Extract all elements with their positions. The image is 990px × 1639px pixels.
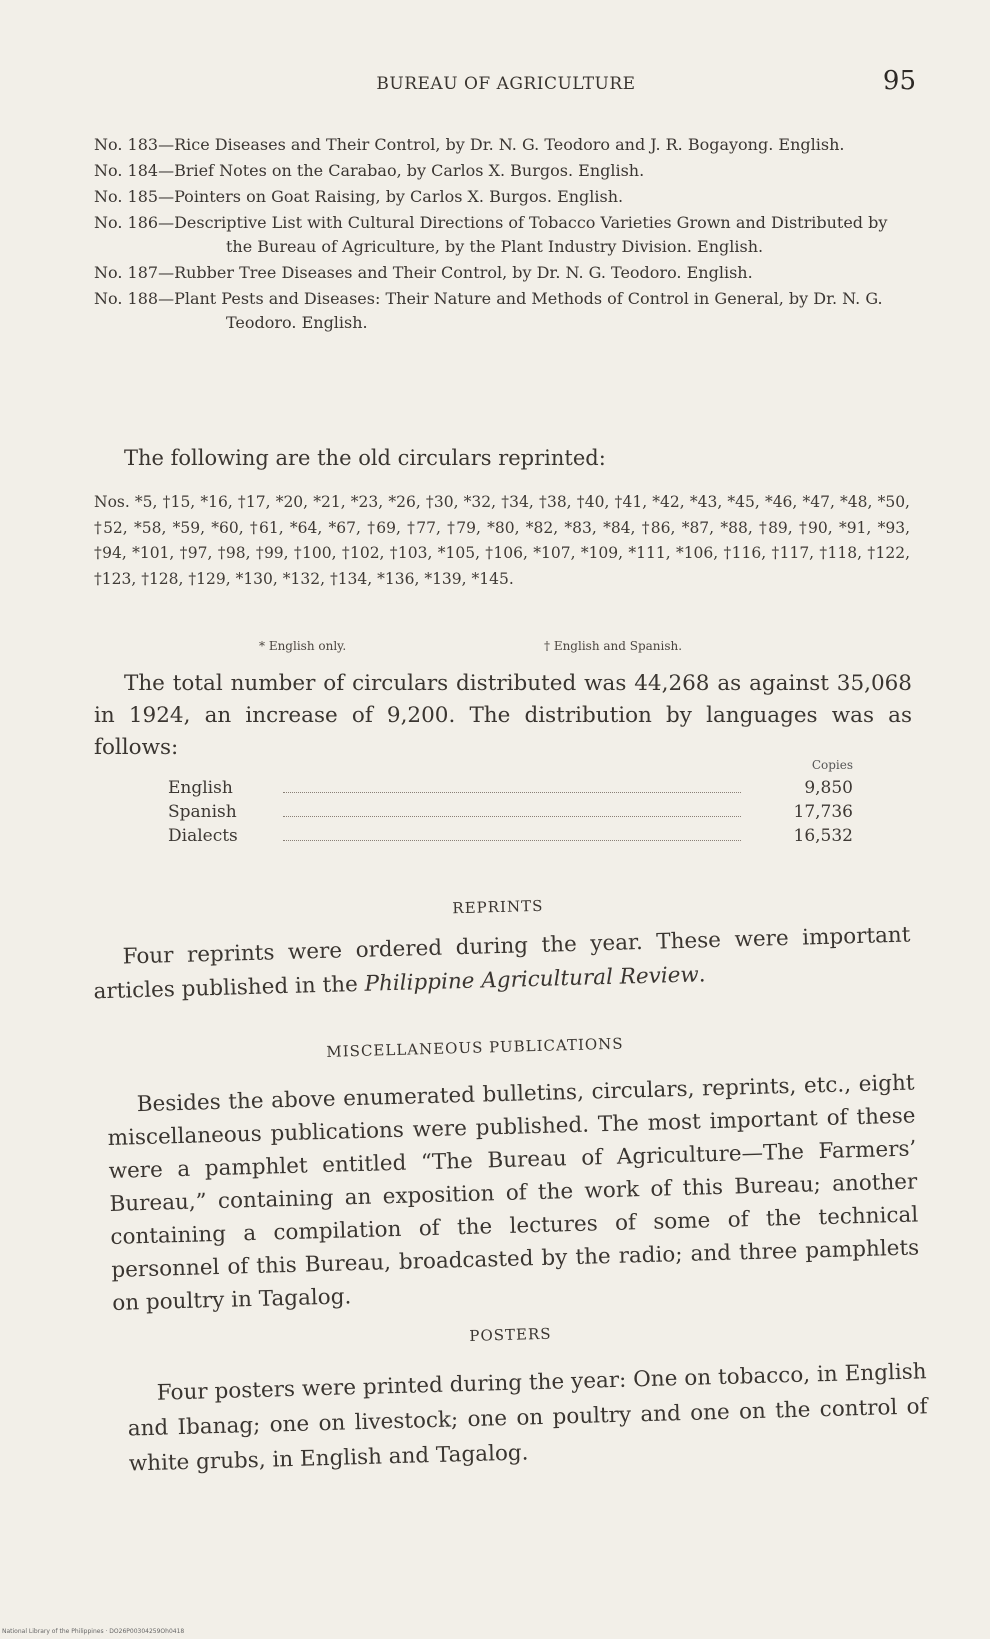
reprinted-intro: The following are the old circulars reprinted: xyxy=(124,446,606,470)
circular-entry: No. 187—Rubber Tree Diseases and Their Control, by Dr. N. G. Teodoro. English. xyxy=(94,263,753,282)
distribution-paragraph: The total number of circulars distributed was 44,268 as against 35,068 in 1924, an increase of 9,200. The distribution by languages was as follows: xyxy=(94,671,912,760)
circular-entries xyxy=(94,133,914,337)
page-header xyxy=(96,66,916,106)
circular-entry: No. 185—Pointers on Goat Raising, by Carlos X. Burgos. English. xyxy=(94,187,624,206)
footnote-english-only: * English only. xyxy=(259,639,347,653)
reprints-heading: REPRINTS xyxy=(452,896,544,918)
archive-watermark: National Library of the Philippines · DO26P00304259Oh0418 xyxy=(2,1628,185,1635)
copies-value: 9,850 xyxy=(804,778,853,798)
dot-leader xyxy=(283,792,741,793)
circular-entry: No. 183—Rice Diseases and Their Control, by Dr. N. G. Teodoro and J. R. Bogayong. English. xyxy=(94,135,845,154)
circular-entry: No. 188—Plant Pests and Diseases: Their Nature and Methods of Control in General, by Dr. N. G. Teodoro. English. xyxy=(94,289,883,332)
posters-paragraph: Four posters were printed during the year: One on tobacco, in English and Ibanag; one on livestock; one on poultry and one on the control of white grubs, in English and Tagalog. xyxy=(127,1359,928,1477)
miscellaneous-heading: MISCELLANEOUS PUBLICATIONS xyxy=(326,1034,624,1061)
table-row xyxy=(168,826,853,850)
page-number: 95 xyxy=(882,66,916,96)
copies-value: 16,532 xyxy=(793,826,853,846)
language-label: Dialects xyxy=(168,826,238,846)
table-row xyxy=(168,778,853,802)
reprints-paragraph: Four reprints were ordered during the year. These were important articles published in the Philippine Agricultural Review. xyxy=(93,922,911,1005)
copies-column-header: Copies xyxy=(811,758,853,772)
miscellaneous-paragraph: Besides the above enumerated bulletins, circulars, reprints, etc., eight miscellaneous publications were published. The most important of these were a pamphlet entitled “The Bureau of Agriculture—The Farmers’ Bureau,” containing an exposition of the work of this Bureau; another containing a compilation of the lectures of some of the technical personnel of this Bureau, broadcasted by the radio; and three pamphlets on poultry in Tagalog. xyxy=(107,1070,920,1316)
copies-value: 17,736 xyxy=(793,802,853,822)
language-label: English xyxy=(168,778,233,798)
circular-entry: No. 184—Brief Notes on the Carabao, by Carlos X. Burgos. English. xyxy=(94,161,645,180)
circular-entry: No. 186—Descriptive List with Cultural Directions of Tobacco Varieties Grown and Distributed by the Bureau of Agriculture, by the Plant Industry Division. English. xyxy=(94,213,888,256)
posters-heading: POSTERS xyxy=(469,1324,552,1345)
dot-leader xyxy=(283,840,741,841)
footnote-english-spanish: † English and Spanish. xyxy=(544,639,683,653)
review-title: Philippine Agricultural Review xyxy=(364,962,700,997)
language-label: Spanish xyxy=(168,802,237,822)
table-row xyxy=(168,802,853,826)
dot-leader xyxy=(283,816,741,817)
running-head: BUREAU OF AGRICULTURE xyxy=(376,74,636,94)
reprinted-circular-list: Nos. *5, †15, *16, †17, *20, *21, *23, *26, †30, *32, †34, †38, †40, †41, *42, *43, *45, *46, *47, *48, *50, †52, *58, *59, *60, †61, *64, *67, †69, †77, †79, *80, *82, *83, *84, †86, *87, *88, †89, †90, *91, *93, †94, *101, †97, †98, †99, †100, †102, †103, *105, †106, *107, *109, *111, *106, †116, †117, †118, †122, †123, †128, †129, *130, *132, †134, *136, *139, *145. xyxy=(94,493,910,588)
